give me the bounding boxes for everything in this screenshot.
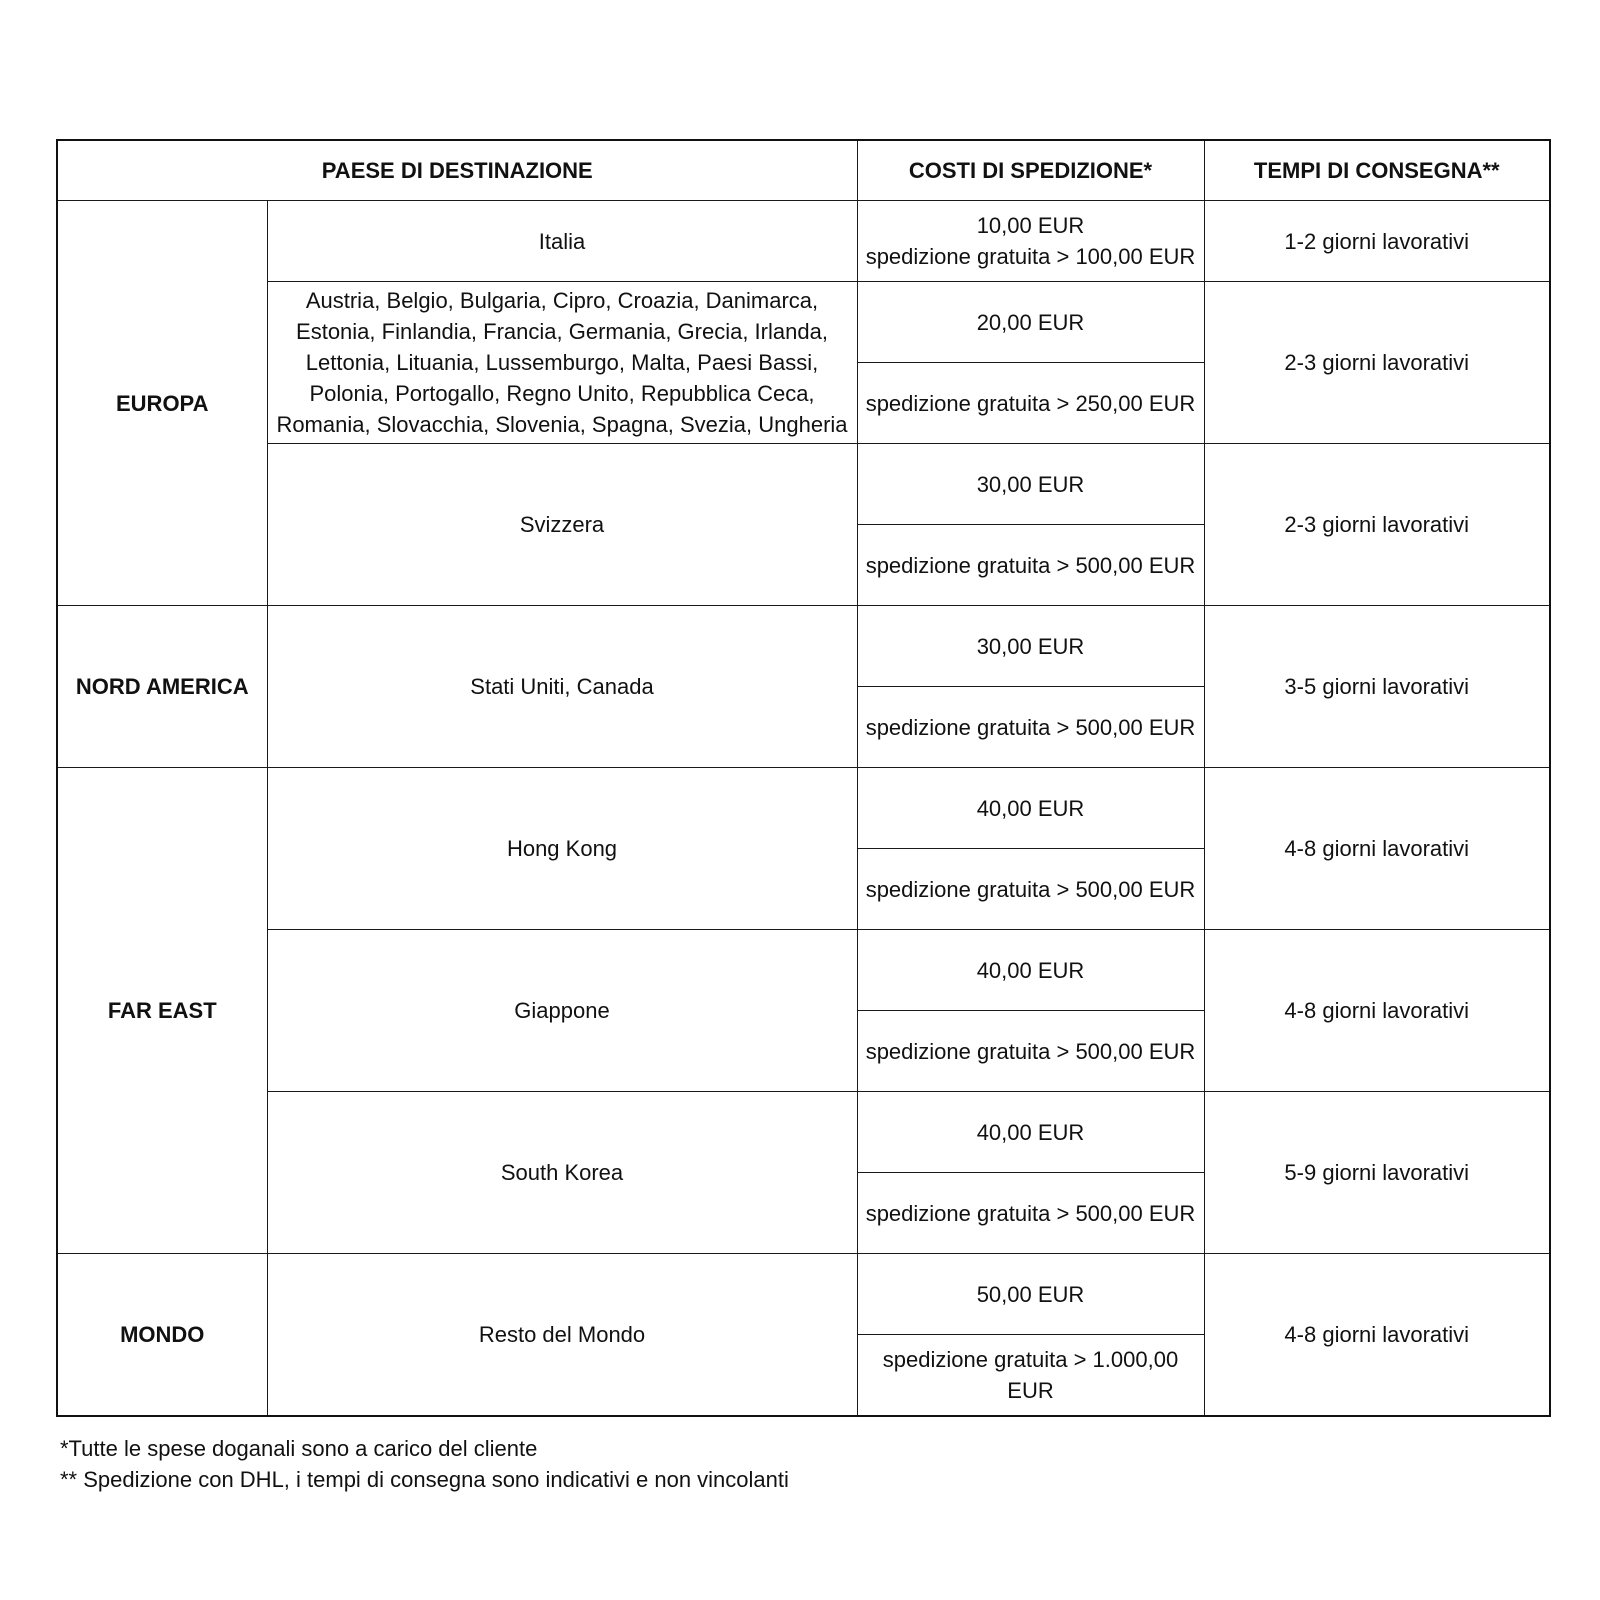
cost-value: 10,00 EUR (976, 213, 1085, 238)
table-row (57, 444, 1550, 525)
region-mondo: MONDO (57, 1254, 267, 1417)
cost-cell: 40,00 EUR (857, 1092, 1204, 1173)
free-shipping-threshold: spedizione gratuita > 1.000,00 EUR (857, 1335, 1204, 1417)
delivery-time-cell: 2-3 giorni lavorativi (1204, 444, 1550, 606)
free-shipping-threshold: spedizione gratuita > 500,00 EUR (857, 849, 1204, 930)
delivery-time-cell: 4-8 giorni lavorativi (1204, 1254, 1550, 1417)
free-shipping-threshold: spedizione gratuita > 100,00 EUR (865, 244, 1196, 269)
country-cell: South Korea (267, 1092, 857, 1254)
free-shipping-threshold: spedizione gratuita > 500,00 EUR (857, 1011, 1204, 1092)
country-cell: Stati Uniti, Canada (267, 606, 857, 768)
footnotes (60, 1433, 789, 1495)
table-row (57, 1092, 1550, 1173)
region-far-east: FAR EAST (57, 768, 267, 1254)
country-cell: Austria, Belgio, Bulgaria, Cipro, Croazia, Danimarca, Estonia, Finlandia, Francia, Germania, Grecia, Irlanda, Lettonia, Lituania, Lussemburgo, Malta, Paesi Bassi, Polonia, Portogallo, Regno Unito, Repubblica Ceca, Romania, Slovacchia, Slovenia, Spagna, Svezia, Ungheria (267, 282, 857, 444)
free-shipping-threshold: spedizione gratuita > 500,00 EUR (857, 687, 1204, 768)
table-row (57, 282, 1550, 363)
table-row (57, 606, 1550, 687)
cost-cell: 50,00 EUR (857, 1254, 1204, 1335)
cost-cell: 30,00 EUR (857, 606, 1204, 687)
delivery-time-cell: 4-8 giorni lavorativi (1204, 930, 1550, 1092)
delivery-time-cell: 3-5 giorni lavorativi (1204, 606, 1550, 768)
header-row (57, 140, 1550, 201)
cost-cell: 40,00 EUR (857, 930, 1204, 1011)
header-delivery-times: TEMPI DI CONSEGNA** (1204, 140, 1550, 201)
cost-cell: 30,00 EUR (857, 444, 1204, 525)
delivery-time-cell: 2-3 giorni lavorativi (1204, 282, 1550, 444)
delivery-time-cell: 5-9 giorni lavorativi (1204, 1092, 1550, 1254)
country-cell: Svizzera (267, 444, 857, 606)
region-nord-america: NORD AMERICA (57, 606, 267, 768)
country-cell: Resto del Mondo (267, 1254, 857, 1417)
shipping-table (56, 139, 1551, 1417)
header-destination: PAESE DI DESTINAZIONE (57, 140, 857, 201)
footnote-dhl: ** Spedizione con DHL, i tempi di consegna sono indicativi e non vincolanti (60, 1467, 789, 1492)
table-row (57, 768, 1550, 849)
cost-cell (857, 201, 1204, 282)
free-shipping-threshold: spedizione gratuita > 500,00 EUR (857, 525, 1204, 606)
free-shipping-threshold: spedizione gratuita > 500,00 EUR (857, 1173, 1204, 1254)
footnote-customs: *Tutte le spese doganali sono a carico del cliente (60, 1436, 538, 1461)
country-cell: Italia (267, 201, 857, 282)
country-cell: Hong Kong (267, 768, 857, 930)
country-cell: Giappone (267, 930, 857, 1092)
delivery-time-cell: 1-2 giorni lavorativi (1204, 201, 1550, 282)
table-row (57, 201, 1550, 282)
header-shipping-costs: COSTI DI SPEDIZIONE* (857, 140, 1204, 201)
free-shipping-threshold: spedizione gratuita > 250,00 EUR (857, 363, 1204, 444)
table-row (57, 1254, 1550, 1335)
cost-cell: 20,00 EUR (857, 282, 1204, 363)
table-row (57, 930, 1550, 1011)
cost-cell: 40,00 EUR (857, 768, 1204, 849)
delivery-time-cell: 4-8 giorni lavorativi (1204, 768, 1550, 930)
region-europa: EUROPA (57, 201, 267, 606)
